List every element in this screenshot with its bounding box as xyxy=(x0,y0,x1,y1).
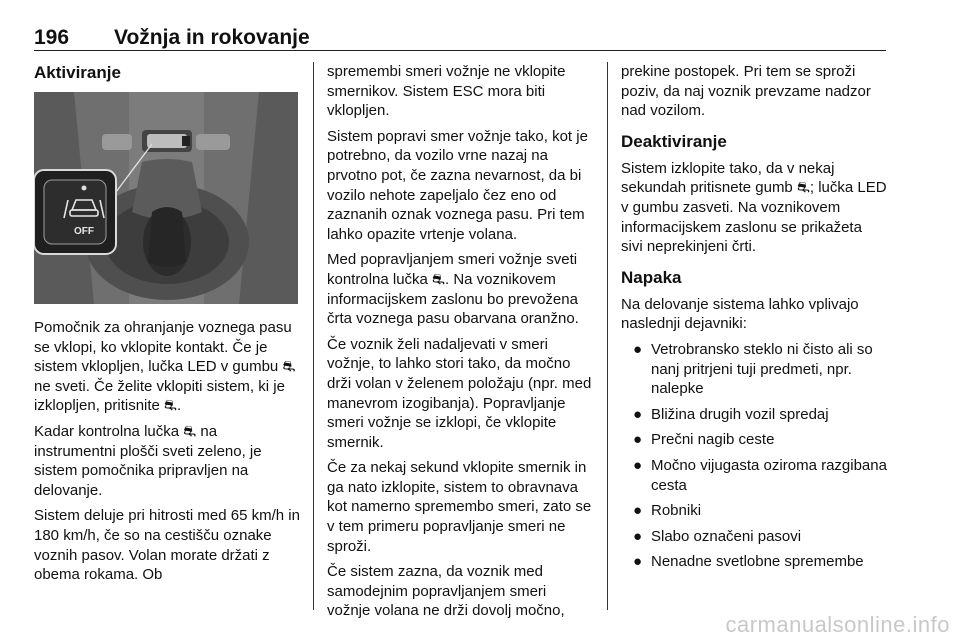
column-1 xyxy=(34,62,300,591)
bullet-icon: ● xyxy=(633,431,643,449)
bullet-icon: ● xyxy=(633,502,643,520)
list-item: ● Bližina drugih vozil spredaj xyxy=(633,405,829,423)
paragraph: Sistem popravi smer vožnje tako, kot je potrebno, da vozilo vrne nazaj na prvotno pot, če zazna nevarnost, da bi vozilo nehote zapeljalo čez eno od zaznanih oznak voznega pasu. Pri tem lahko opazite vrtenje volana. xyxy=(327,127,588,243)
paragraph: Sistem izklopite tako, da v nekaj sekundah pritisnete gumb ⛐; lučka LED v gumbu zasveti. Na voznikovem informacijskem zaslonu se prikažeta sivi neprekinjeni črti. xyxy=(621,159,887,256)
column-divider xyxy=(313,62,314,610)
list-item: ● Vetrobransko steklo ni čisto ali so nanj pritrjeni tuji predmeti, npr. nalepke xyxy=(633,340,873,398)
header-divider xyxy=(34,50,886,51)
bullet-icon: ● xyxy=(633,456,643,474)
list-item: ● Močno vijugasta oziroma razgibana cesta xyxy=(633,456,887,494)
list-item: ● Nenadne svetlobne spremembe xyxy=(633,553,864,571)
paragraph: Pomočnik za ohranjanje voznega pasu se vklopi, ko vklopite kontakt. Če je sistem vklopljen, lučka LED v gumbu ⛐ ne sveti. Če želite vklopiti sistem, ki je izklopljen, pritisnite ⛐. xyxy=(34,319,296,415)
column-2 xyxy=(327,62,593,627)
list-item: ● Slabo označeni pasovi xyxy=(633,527,802,545)
paragraph: Če sistem zazna, da voznik med samodejnim popravljanjem smeri vožnje volana ne drži dovolj močno, xyxy=(327,563,565,620)
fault-factor-list xyxy=(621,340,887,572)
section-title-deactivation: Deaktiviranje xyxy=(621,131,727,151)
column-divider xyxy=(607,62,608,610)
paragraph: Če voznik želi nadaljevati v smeri vožnje, to lahko stori tako, da močno drži volan v želenem položaju (npr. med manevrom izogibanja). Popravljanje smeri vožnje se izklopi, če vklopite smernik. xyxy=(327,335,592,451)
center-console-figure xyxy=(34,92,298,304)
list-item: ● Robniki xyxy=(633,502,702,520)
paragraph: prekine postopek. Pri tem se sproži poziv, da naj voznik prevzame nadzor nad vozilom. xyxy=(621,63,871,120)
bullet-icon: ● xyxy=(633,527,643,545)
watermark-footer: carmanualsonline.info xyxy=(725,612,950,637)
paragraph: Sistem deluje pri hitrosti med 65 km/h in 180 km/h, če so na cestišču oznake voznih pasov. Volan morate držati z obema rokama. Ob xyxy=(34,507,300,584)
paragraph: Med popravljanjem smeri vožnje sveti kontrolna lučka ⛐. Na voznikovem informacijskem zaslonu bo prevožena črta voznega pasu obarvana oranžno. xyxy=(327,251,579,328)
chapter-title: Vožnja in rokovanje xyxy=(114,26,310,49)
column-3 xyxy=(621,62,887,578)
off-label: OFF xyxy=(74,226,94,237)
page-number: 196 xyxy=(34,26,70,49)
list-item: ● Prečni nagib ceste xyxy=(633,431,775,449)
paragraph: Na delovanje sistema lahko vplivajo naslednji dejavniki: xyxy=(621,295,859,333)
bullet-icon: ● xyxy=(633,405,643,423)
section-title-activation: Aktiviranje xyxy=(34,63,121,82)
paragraph: Kadar kontrolna lučka ⛐ na instrumentni plošči sveti zeleno, je sistem pomočnika pripravljen na delovanje. xyxy=(34,422,262,499)
paragraph: spremembi smeri vožnje ne vklopite smernikov. Sistem ESC mora biti vklopljen. xyxy=(327,63,566,120)
bullet-icon: ● xyxy=(633,553,643,571)
paragraph: Če za nekaj sekund vklopite smernik in ga nato izklopite, sistem to obravnava kot namerno spremembo smeri, zato se v tem primeru popravljanje smeri ne sproži. xyxy=(327,459,592,555)
section-title-fault: Napaka xyxy=(621,267,682,287)
page-header xyxy=(34,24,886,52)
bullet-icon: ● xyxy=(633,340,643,358)
